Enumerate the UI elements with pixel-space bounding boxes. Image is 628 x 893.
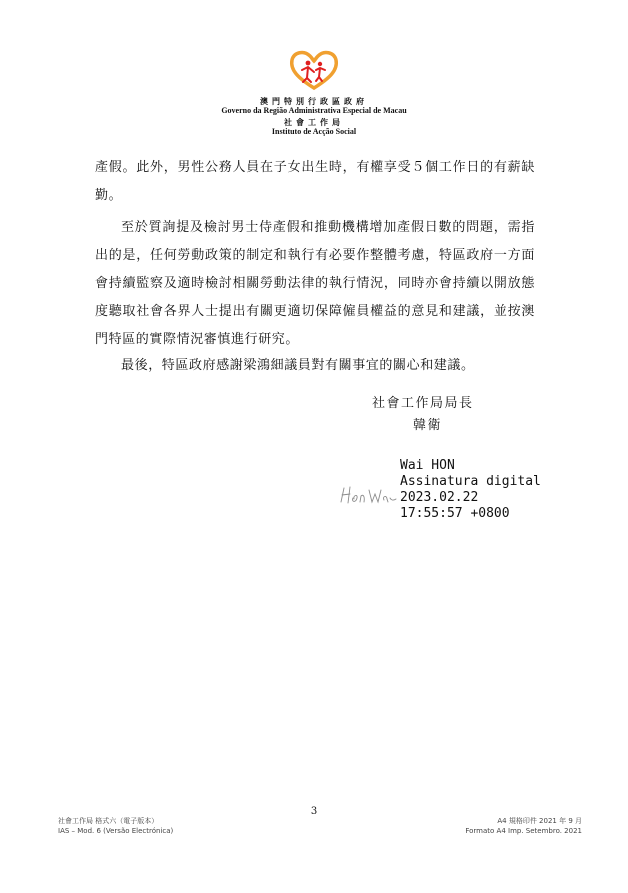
paragraph-3: 最後，特區政府感謝梁鴻細議員對有關事宜的關心和建議。: [121, 358, 475, 373]
digital-signature-line: 2023.02.22: [400, 490, 479, 505]
footer-right-line1: A4 規格印件 2021 年 9 月: [497, 817, 582, 825]
heart-logo-icon: [288, 48, 340, 92]
signature-name: 韓衛: [413, 418, 443, 433]
paragraph-2: 至於質詢提及檢討男士侍產假和推動機構增加產假日數的問題，需指出的是，任何勞動政策的制定和執行有必要作整體考慮，特區政府一方面會持續監察及適時檢討相關勞動法律的執行情況，同時亦會持續以開放態度聽取社會各界人士提出有關更適切保障僱員權益的意見和建議，並按澳門特區的實際情況審慎進行研究。: [95, 220, 535, 347]
header-gov-pt: Governo da Região Administrativa Especial de Macau: [221, 106, 407, 115]
header-dept-pt: Instituto de Acção Social: [271, 127, 357, 136]
handwritten-signature: [338, 482, 400, 508]
signature-title: 社會工作局局長: [372, 396, 474, 411]
footer-right: [465, 816, 582, 836]
header-dept-zh: 社會工作局: [284, 117, 344, 127]
digital-signature-line: 17:55:57 +0800: [400, 506, 510, 521]
footer-right-line2: Formato A4 Imp. Setembro. 2021: [465, 827, 582, 835]
digital-signature-line: Wai HON: [400, 458, 455, 473]
header-gov-zh: 澳門特別行政區政府: [260, 96, 368, 106]
page-number: 3: [310, 806, 318, 817]
digital-signature: [400, 458, 541, 522]
handwritten-signature-icon: [338, 482, 400, 508]
digital-signature-line: Assinatura digital: [400, 474, 541, 489]
footer-left-line2: IAS – Mod. 6 (Versão Electrónica): [58, 827, 174, 835]
ias-logo: [288, 48, 340, 92]
paragraph-1: 產假。此外，男性公務人員在子女出生時，有權享受５個工作日的有薪缺勤。: [95, 160, 535, 203]
footer-left-line1: 社會工作局 格式六（電子版本）: [58, 817, 159, 825]
footer-left: [58, 816, 173, 836]
